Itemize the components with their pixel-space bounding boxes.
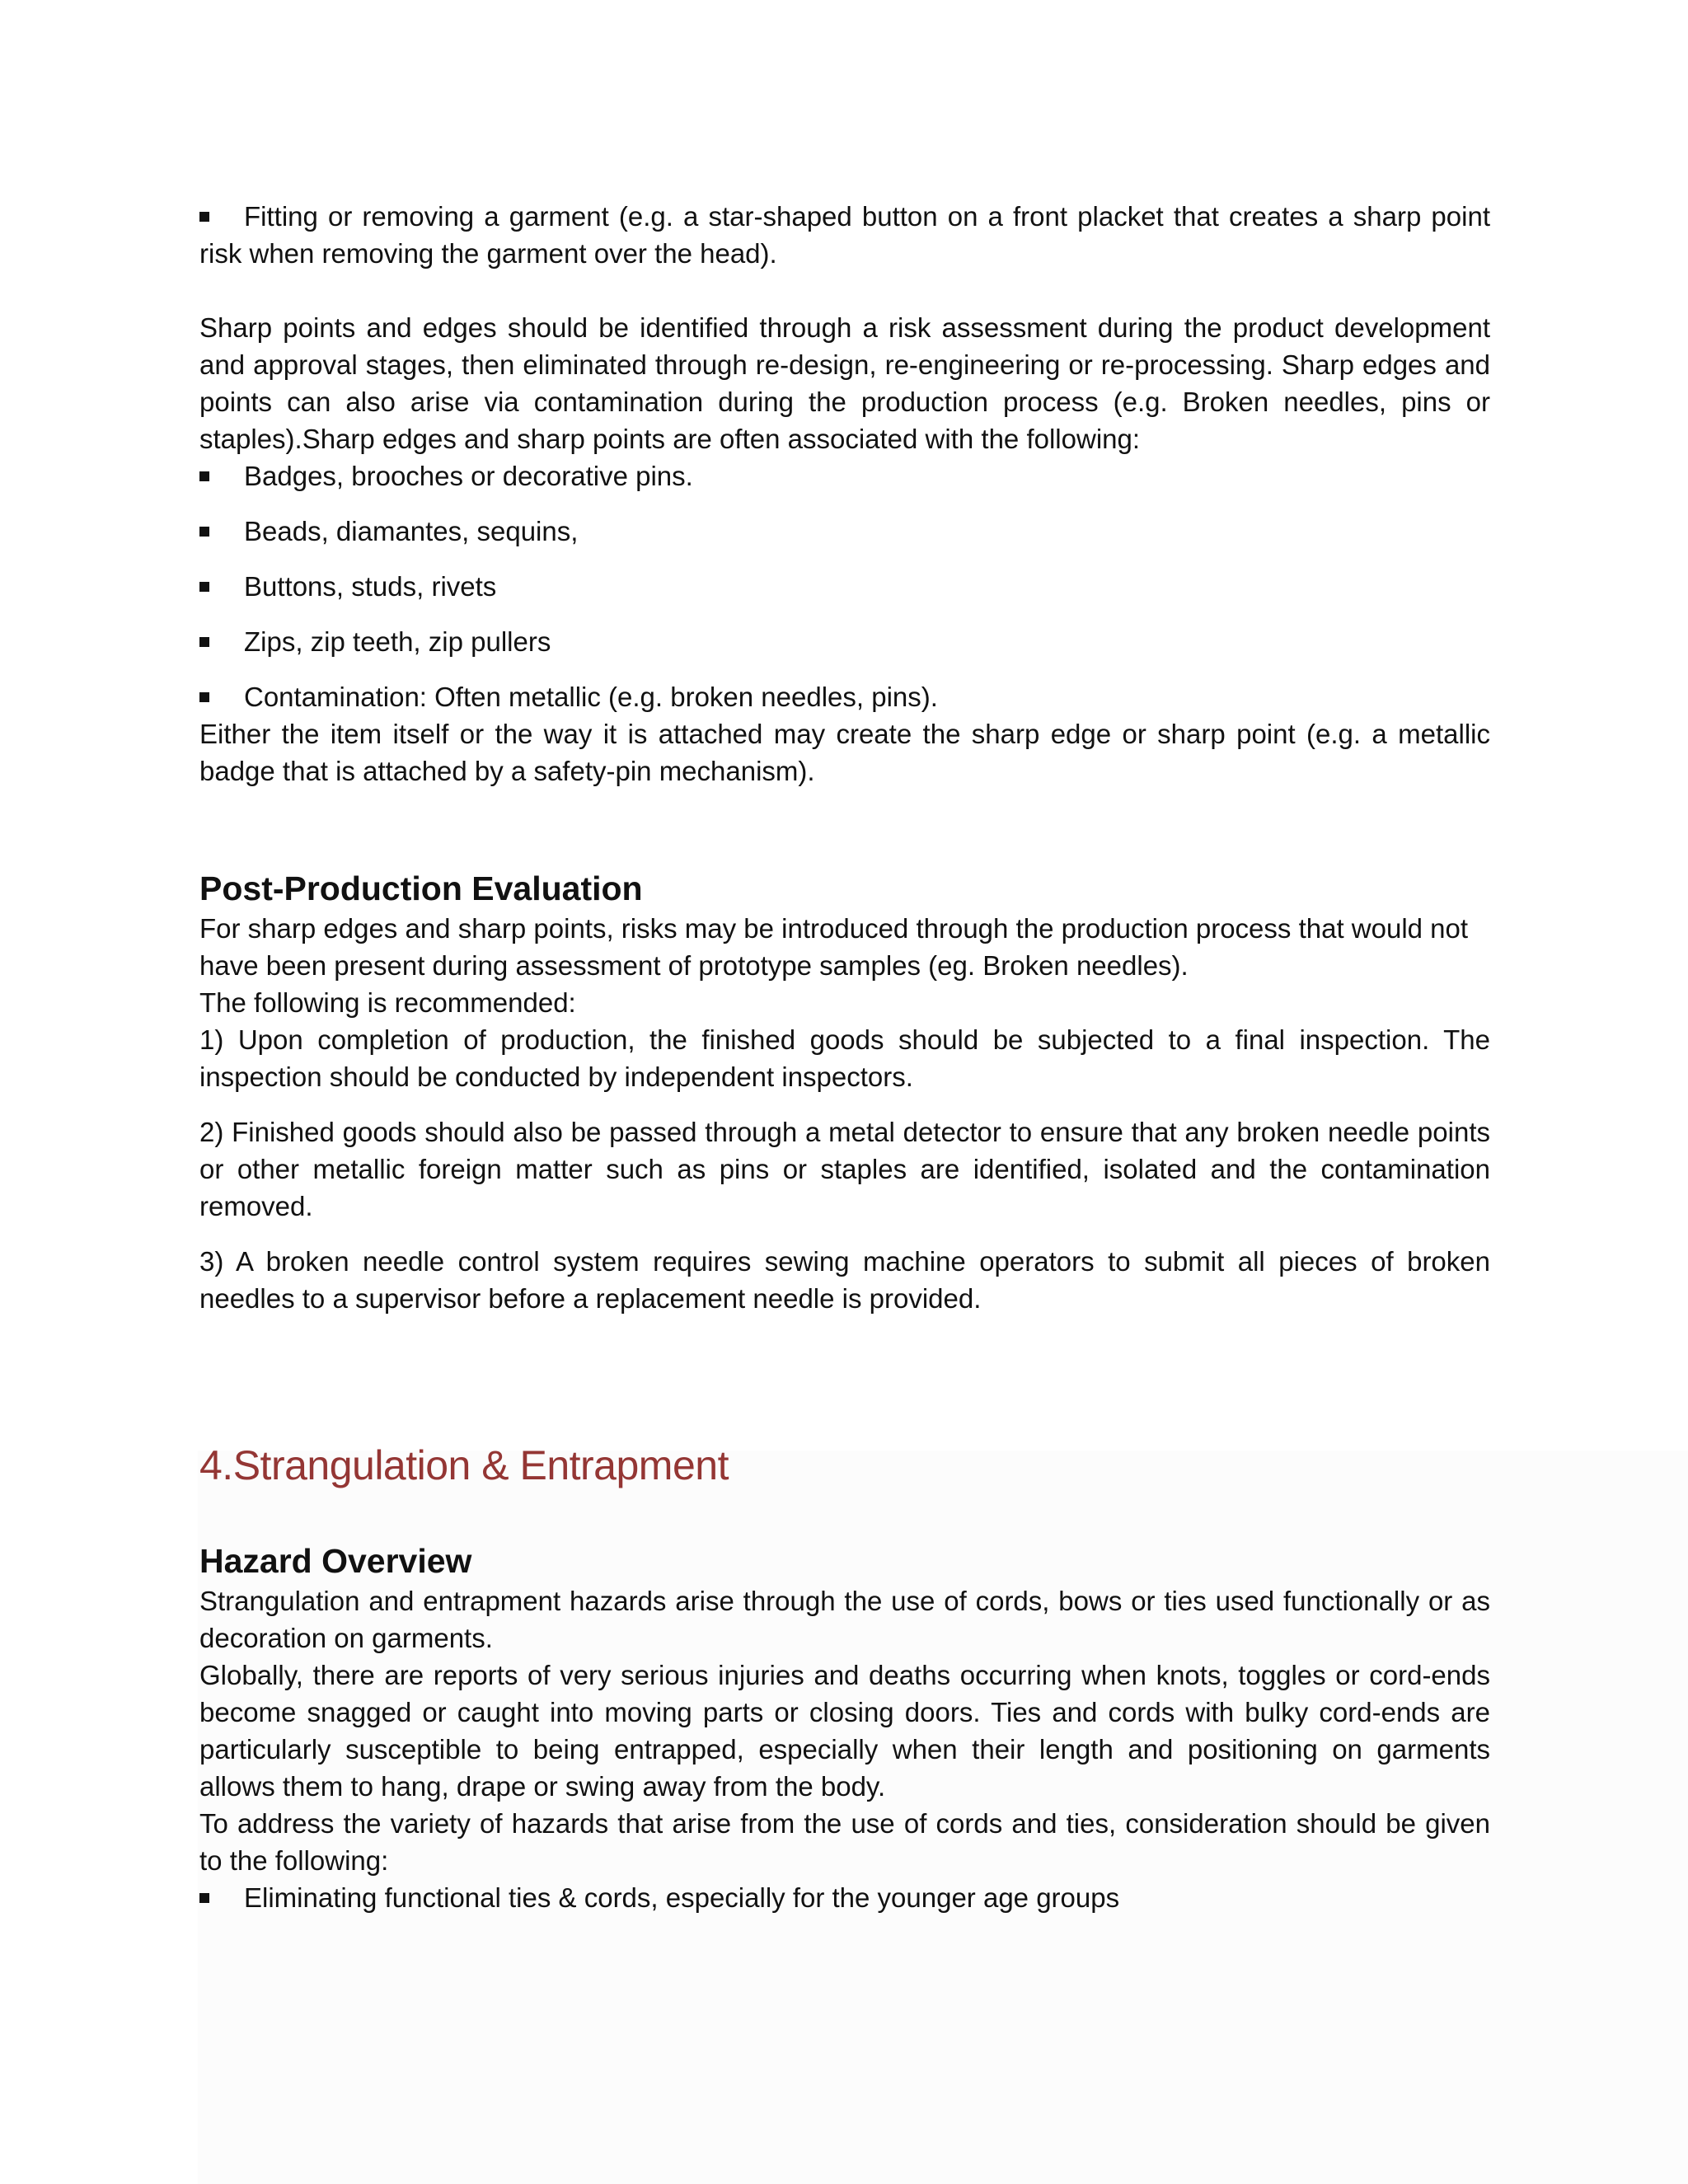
hazard-para-2: Globally, there are reports of very serious injuries and deaths occurring when knots, toggles or cord-ends become snagged or caught into moving parts or closing doors. Ties and cords with bulky cord-ends are particularly susceptible to being entrapped, especially when their length and positioning on garments allows them to hang, drape or swing away from the body.: [199, 1660, 1490, 1802]
post-production-lead: The following is recommended:: [199, 987, 576, 1018]
step-1: 1) Upon completion of production, the finished goods should be subjected to a final inspection. The inspection should be conducted by independent inspectors.: [199, 1024, 1490, 1092]
post-production-intro: For sharp edges and sharp points, risks may be introduced through the production process that would not have been present during assessment of prototype samples (eg. Broken needles).: [199, 913, 1469, 981]
list-item: [199, 1879, 1490, 1916]
bullet-marker: [199, 637, 209, 647]
list-item-text: Zips, zip teeth, zip pullers: [244, 626, 551, 657]
intro-bullet-text: Fitting or removing a garment (e.g. a star-shaped button on a front placket that creates a sharp point risk when removing the garment over the head).: [199, 201, 1490, 269]
sharp-note: Either the item itself or the way it is attached may create the sharp edge or sharp point (e.g. a metallic badge that is attached by a safety-pin mechanism).: [199, 719, 1490, 786]
list-item: [199, 623, 1490, 660]
document-page: [199, 198, 1490, 1916]
step-3: 3) A broken needle control system requires sewing machine operators to submit all pieces of broken needles to a supervisor before a replacement needle is provided.: [199, 1246, 1490, 1314]
hazard-overview-heading: Hazard Overview: [199, 1542, 472, 1580]
bullet-marker: [199, 527, 209, 537]
step-2: 2) Finished goods should also be passed through a metal detector to ensure that any broken needle points or other metallic foreign matter such as pins or staples are identified, isolated and the contamination removed.: [199, 1117, 1490, 1221]
list-item-text: Buttons, studs, rivets: [244, 571, 497, 602]
list-item: [199, 678, 1490, 715]
bullet-marker: [199, 1893, 209, 1903]
post-production-heading: Post-Production Evaluation: [199, 869, 643, 907]
list-item: [199, 513, 1490, 550]
bullet-marker: [199, 471, 209, 481]
sharp-paragraph: Sharp points and edges should be identified through a risk assessment during the product development and approval stages, then eliminated through re-design, re-engineering or re-processing. Sharp edges and points can also arise via contamination during the production process (e.g. Broken needles, pins or staples).Sharp edges and sharp points are often associated with the following:: [199, 312, 1490, 454]
list-item: [199, 457, 1490, 494]
section-title: 4.Strangulation & Entrapment: [199, 1442, 729, 1488]
hazard-para-1: Strangulation and entrapment hazards arise through the use of cords, bows or ties used functionally or as decoration on garments.: [199, 1586, 1490, 1653]
intro-bullet: [199, 198, 1490, 272]
bullet-marker: [199, 692, 209, 702]
list-item: [199, 568, 1490, 605]
bullet-marker: [199, 212, 209, 222]
bullet-marker: [199, 582, 209, 592]
list-item-text: Badges, brooches or decorative pins.: [244, 461, 693, 491]
list-item-text: Eliminating functional ties & cords, especially for the younger age groups: [244, 1882, 1120, 1913]
list-item-text: Contamination: Often metallic (e.g. broken needles, pins).: [244, 682, 938, 712]
hazard-para-3: To address the variety of hazards that arise from the use of cords and ties, consideration should be given to the following:: [199, 1808, 1490, 1876]
list-item-text: Beads, diamantes, sequins,: [244, 516, 579, 546]
